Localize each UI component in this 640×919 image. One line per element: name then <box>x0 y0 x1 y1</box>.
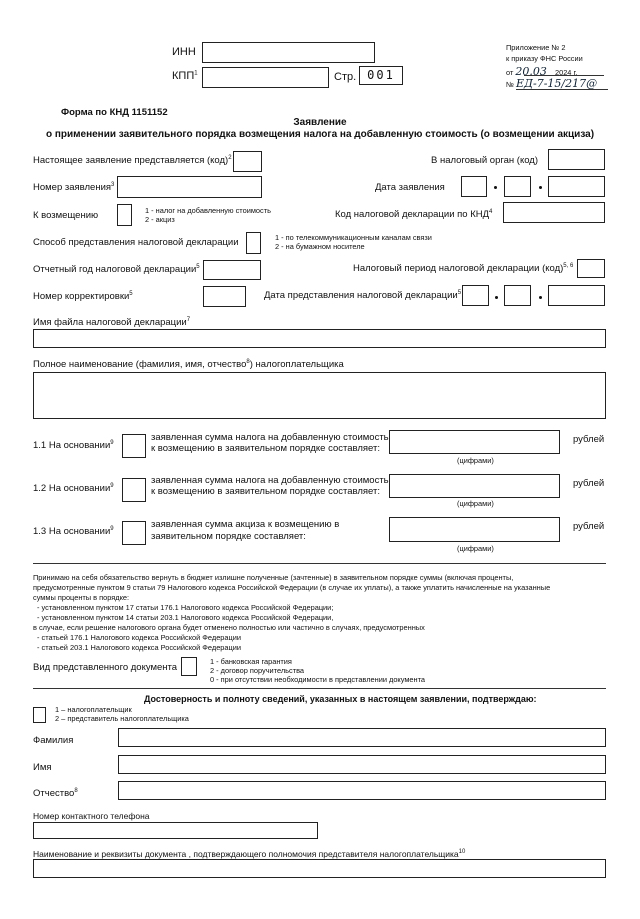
ground-3-text-1: заявленная сумма акциза к возмещению в <box>151 519 340 530</box>
app-date-year-field[interactable] <box>548 176 605 197</box>
doc-type-option-2: 2 - договор поручительства <box>210 666 305 675</box>
ground-1-text-1: заявленная сумма налога на добавленную стоимость <box>151 432 389 443</box>
kpp-label: КПП$^1$ <box>172 70 198 82</box>
name-label: Имя <box>33 762 52 773</box>
obligation-line-6: в случае, если решение налогового органа будет отменено полностью или частично в случаях, предусмотренных <box>33 623 425 632</box>
obligation-line-1: Принимаю на себя обязательство вернуть в бюджет излишне полученные (зачтенные) в заявительном порядке суммы (включая проценты, <box>33 573 514 582</box>
tax-authority-field[interactable] <box>548 149 605 170</box>
method-option-2: 2 - на бумажном носителе <box>275 242 365 251</box>
report-year-label: Отчетный год налоговой декларации$^5$ <box>33 263 200 275</box>
full-name-field[interactable] <box>33 372 606 419</box>
refund-label: К возмещению <box>33 210 99 221</box>
appendix-line1: Приложение № 2 <box>506 43 566 52</box>
file-name-field[interactable] <box>33 329 606 348</box>
decl-date-day-field[interactable] <box>462 285 489 306</box>
ground-1-code-field[interactable] <box>122 434 146 458</box>
surname-label: Фамилия <box>33 735 74 746</box>
decl-code-field[interactable] <box>503 202 605 223</box>
refund-option-1: 1 - налог на добавленную стоимость <box>145 206 271 215</box>
signer-option-1: 1 – налогоплательщик <box>55 705 132 714</box>
section-divider <box>33 688 606 689</box>
submitted-code-field[interactable] <box>233 151 262 172</box>
form-code: Форма по КНД 1151152 <box>61 107 168 118</box>
appendix-number-underline <box>516 89 608 90</box>
doc-type-option-1: 1 - банковская гарантия <box>210 657 292 666</box>
kpp-field[interactable] <box>202 67 329 88</box>
obligation-line-5: - установленном пунктом 14 статьи 203.1 Налогового кодекса Российской Федерации, <box>37 613 334 622</box>
file-name-label: Имя файла налоговой декларации$^7$ <box>33 316 191 328</box>
doc-type-label: Вид представленного документа <box>33 662 178 673</box>
doc-type-field[interactable] <box>181 657 197 676</box>
tax-authority-label: В налоговый орган (код) <box>431 155 539 166</box>
appendix-line2: к приказу ФНС России <box>506 54 583 63</box>
ground-2-text-2: к возмещению в заявительном порядке составляет: <box>151 486 380 497</box>
appendix-number: № ЕД-7-15/217@ <box>506 77 598 90</box>
ground-2-code-field[interactable] <box>122 478 146 502</box>
decl-code-label: Код налоговой декларации по КНД$^4$ <box>335 208 493 220</box>
form-title: Заявление <box>293 117 347 128</box>
ground-2-label: 1.2 На основании$^9$ <box>33 482 114 494</box>
surname-field[interactable] <box>118 728 606 747</box>
report-year-field[interactable] <box>203 260 261 280</box>
appendix-number-handwritten: ЕД-7-15/217@ <box>516 77 598 90</box>
ground-3-digits-hint: (цифрами) <box>457 544 494 553</box>
ground-1-label: 1.1 На основании$^9$ <box>33 439 114 451</box>
obligation-line-3: суммы проценты в порядке: <box>33 593 130 602</box>
app-number-field[interactable] <box>117 176 262 198</box>
tax-period-field[interactable] <box>577 259 605 278</box>
date-separator <box>495 296 498 299</box>
doc-type-option-3: 0 - при отсутствии необходимости в представлении документа <box>210 675 426 684</box>
phone-label: Номер контактного телефона <box>33 811 150 821</box>
ground-1-unit: рублей <box>573 434 605 445</box>
full-name-label: Полное наименование (фамилия, имя, отчество$^8$) налогоплательщика <box>33 358 344 370</box>
ground-3-label: 1.3 На основании$^9$ <box>33 525 114 537</box>
form-subtitle: о применении заявительного порядка возмещения налога на добавленную стоимость (о возмещении акциза) <box>45 129 595 140</box>
ground-2-text-1: заявленная сумма налога на добавленную стоимость <box>151 475 389 486</box>
app-date-label: Дата заявления <box>375 182 445 193</box>
obligation-line-7: - статьей 176.1 Налогового кодекса Российской Федерации <box>37 633 242 642</box>
obligation-line-8: - статьей 203.1 Налогового кодекса Российской Федерации <box>37 643 242 652</box>
appendix-date-handwritten: 20.03 <box>515 65 547 78</box>
ground-1-text-2: к возмещению в заявительном порядке составляет: <box>151 443 380 454</box>
date-separator <box>539 296 542 299</box>
method-label: Способ представления налоговой декларации <box>33 237 239 248</box>
refund-field[interactable] <box>117 204 132 226</box>
signer-type-field[interactable] <box>33 707 46 723</box>
decl-date-year-field[interactable] <box>548 285 605 306</box>
ground-2-amount-field[interactable] <box>389 474 560 498</box>
decl-date-label: Дата представления налоговой декларации$^5$ <box>264 289 462 301</box>
patronymic-field[interactable] <box>118 781 606 800</box>
appendix-date-underline <box>524 75 604 76</box>
inn-field[interactable] <box>202 42 375 63</box>
ground-1-amount-field[interactable] <box>389 430 560 454</box>
name-field[interactable] <box>118 755 606 774</box>
signer-option-2: 2 – представитель налогоплательщика <box>55 714 189 723</box>
obligation-line-2: предусмотренные пунктом 9 статьи 79 Налогового кодекса Российской Федерации (в случае их уплаты), а также уплатить начисленные на указанные <box>33 583 551 592</box>
section-divider <box>33 563 606 564</box>
refund-option-2: 2 - акциз <box>145 215 175 224</box>
ground-3-text-2: заявительном порядке составляет: <box>151 531 306 542</box>
app-date-day-field[interactable] <box>461 176 487 197</box>
ground-3-amount-field[interactable] <box>389 517 560 542</box>
inn-label: ИНН <box>172 46 196 58</box>
phone-field[interactable] <box>33 822 318 839</box>
tax-period-label: Налоговый период налоговой декларации (код)$^{5, 6}$ <box>353 262 574 274</box>
patronymic-label: Отчество$^8$ <box>33 787 78 799</box>
app-date-month-field[interactable] <box>504 176 531 197</box>
authority-doc-label: Наименование и реквизиты документа , подтверждающего полномочия представителя налогоплательщика$^{10}$ <box>33 849 466 859</box>
correction-label: Номер корректировки$^5$ <box>33 290 133 302</box>
ground-2-unit: рублей <box>573 478 605 489</box>
app-number-label: Номер заявления$^3$ <box>33 181 115 193</box>
page-number-field[interactable]: 001 <box>359 66 403 85</box>
submitted-code-label: Настоящее заявление представляется (код)$^2$ <box>33 154 232 166</box>
method-option-1: 1 - по телекоммуникационным каналам связи <box>275 233 432 242</box>
decl-date-month-field[interactable] <box>504 285 531 306</box>
date-separator <box>539 186 542 189</box>
ground-3-unit: рублей <box>573 521 605 532</box>
confirm-title: Достоверность и полноту сведений, указанных в настоящем заявлении, подтверждаю: <box>144 694 537 704</box>
date-separator <box>494 186 497 189</box>
authority-doc-field[interactable] <box>33 859 606 878</box>
method-field[interactable] <box>246 232 261 254</box>
ground-2-digits-hint: (цифрами) <box>457 499 494 508</box>
page-label: Стр. <box>334 71 357 83</box>
appendix-date: от 20.03 2024 г. <box>506 65 578 78</box>
ground-3-code-field[interactable] <box>122 521 146 545</box>
obligation-line-4: - установленном пунктом 17 статьи 176.1 Налогового кодекса Российской Федерации; <box>37 603 334 612</box>
correction-field[interactable] <box>203 286 246 307</box>
ground-1-digits-hint: (цифрами) <box>457 456 494 465</box>
